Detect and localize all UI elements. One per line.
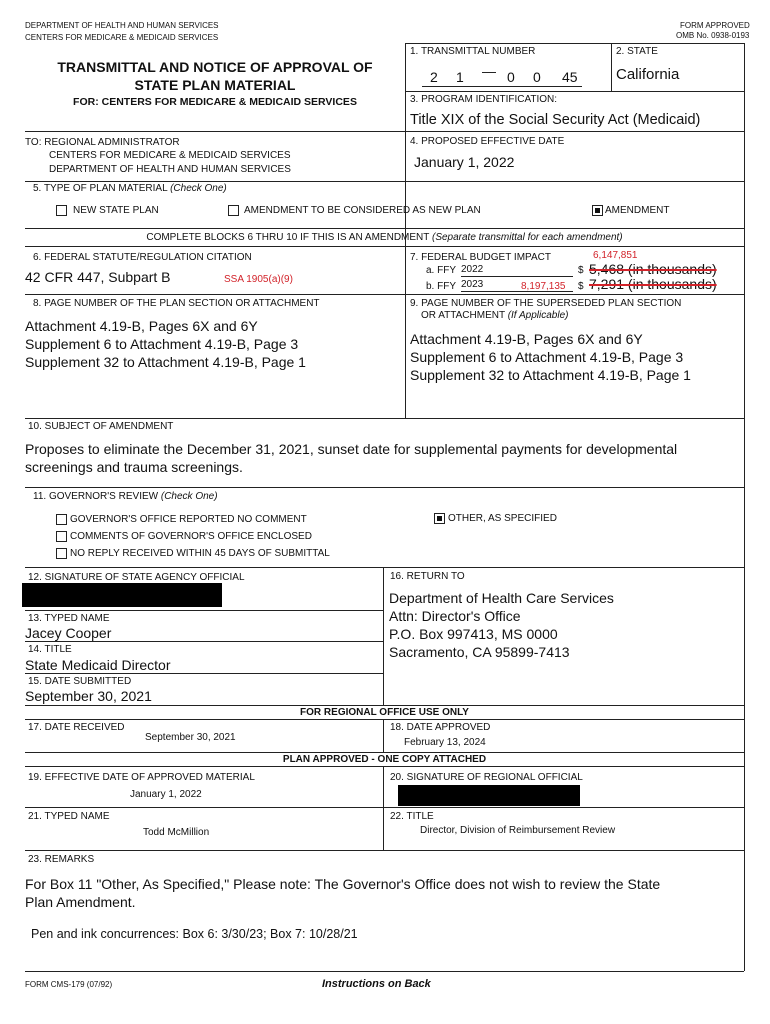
state-value: California (616, 66, 680, 83)
governor-no-reply-checkbox[interactable] (56, 548, 67, 559)
form-approved: FORM APPROVED (680, 21, 750, 30)
return-to-label: 16. RETURN TO (390, 571, 465, 582)
title-value: State Medicaid Director (25, 657, 171, 673)
federal-statute-value: 42 CFR 447, Subpart B (25, 269, 171, 285)
governor-no-comment-label: GOVERNOR'S OFFICE REPORTED NO COMMENT (70, 514, 307, 525)
ffy-a-dollar: $ (578, 265, 584, 276)
superseded-plan-label-2: OR ATTACHMENT (If Applicable) (421, 310, 569, 321)
return-to-line-2: Attn: Director's Office (389, 608, 521, 624)
regional-official-signature-label: 20. SIGNATURE OF REGIONAL OFFICIAL (390, 772, 583, 783)
federal-budget-impact-label: 7. FEDERAL BUDGET IMPACT (410, 252, 551, 263)
transmittal-number-label: 1. TRANSMITTAL NUMBER (410, 46, 536, 57)
governor-comments-enclosed-label: COMMENTS OF GOVERNOR'S OFFICE ENCLOSED (70, 531, 312, 542)
amendment-checkbox[interactable] (592, 205, 603, 216)
state-official-signature-label: 12. SIGNATURE OF STATE AGENCY OFFICIAL (28, 572, 245, 583)
transmittal-digit-2: 1 (456, 69, 464, 85)
typed-name-label: 13. TYPED NAME (28, 613, 110, 624)
governor-comments-enclosed-checkbox[interactable] (56, 531, 67, 542)
to-line-2: CENTERS FOR MEDICARE & MEDICAID SERVICES (49, 150, 291, 161)
ffy-a-year: 2022 (461, 264, 573, 277)
transmittal-digit-4: 0 (533, 69, 541, 85)
type-of-plan-material-label: 5. TYPE OF PLAN MATERIAL (Check One) (33, 183, 227, 194)
transmittal-digit-3: 0 (507, 69, 515, 85)
proposed-effective-date-label: 4. PROPOSED EFFECTIVE DATE (410, 136, 565, 147)
amendment-as-new-plan-label: AMENDMENT TO BE CONSIDERED AS NEW PLAN (244, 205, 481, 216)
instructions-on-back: Instructions on Back (322, 978, 431, 990)
amendment-label: AMENDMENT (605, 205, 670, 216)
ffy-a-new-amount: 6,147,851 (593, 250, 638, 261)
form-id: FORM CMS-179 (07/92) (25, 980, 113, 989)
regional-title-label: 22. TITLE (390, 811, 434, 822)
return-to-line-3: P.O. Box 997413, MS 0000 (389, 626, 558, 642)
ffy-b-dollar: $ (578, 281, 584, 292)
program-identification-value: Title XIX of the Social Security Act (Medicaid) (410, 112, 701, 128)
remarks-line-3: Pen and ink concurrences: Box 6: 3/30/23; Box 7: 10/28/21 (31, 927, 358, 941)
typed-name-value: Jacey Cooper (25, 625, 112, 641)
subject-of-amendment-label: 10. SUBJECT OF AMENDMENT (28, 421, 174, 432)
governors-review-label: 11. GOVERNOR'S REVIEW (Check One) (33, 491, 218, 502)
transmittal-dash: — (482, 63, 496, 79)
ffy-a-old-amount: 5,468 (in thousands) (589, 261, 717, 277)
superseded-plan-label: 9. PAGE NUMBER OF THE SUPERSEDED PLAN SECTION (410, 298, 682, 309)
department-line-1: DEPARTMENT OF HEALTH AND HUMAN SERVICES (25, 21, 219, 30)
department-line-2: CENTERS FOR MEDICARE & MEDICAID SERVICES (25, 33, 219, 42)
remarks-label: 23. REMARKS (28, 854, 95, 865)
subject-line-2: screenings and trauma screenings. (25, 459, 243, 475)
new-state-plan-checkbox[interactable] (56, 205, 67, 216)
remarks-line-2: Plan Amendment. (25, 894, 136, 910)
ffy-b-new-amount: 8,197,135 (521, 281, 566, 292)
date-approved-label: 18. DATE APPROVED (390, 722, 491, 733)
redacted-state-signature (22, 583, 222, 607)
subject-line-1: Proposes to eliminate the December 31, 2021, sunset date for supplemental payments for developmental (25, 441, 678, 457)
ffy-b-label: b. FFY (426, 281, 457, 292)
effective-date-approved-value: January 1, 2022 (130, 789, 202, 800)
governor-no-reply-label: NO REPLY RECEIVED WITHIN 45 DAYS OF SUBMITTAL (70, 548, 330, 559)
regional-title-value: Director, Division of Reimbursement Review (420, 825, 616, 836)
to-line-3: DEPARTMENT OF HEALTH AND HUMAN SERVICES (49, 164, 291, 175)
form-title-line-3: FOR: CENTERS FOR MEDICARE & MEDICAID SERVICES (73, 96, 357, 108)
plan-approved-heading: PLAN APPROVED - ONE COPY ATTACHED (282, 754, 487, 765)
governor-other-label: OTHER, AS SPECIFIED (448, 513, 557, 524)
federal-statute-added: SSA 1905(a)(9) (224, 274, 293, 285)
return-to-line-1: Department of Health Care Services (389, 590, 614, 606)
plan-section-page-line-3: Supplement 32 to Attachment 4.19-B, Page 1 (25, 354, 306, 370)
ffy-b-old-amount: 7,291 (in thousands) (589, 276, 717, 292)
superseded-plan-line-1: Attachment 4.19-B, Pages 6X and 6Y (410, 331, 643, 347)
regional-typed-name-label: 21. TYPED NAME (28, 811, 110, 822)
ffy-b-year: 2023 (461, 279, 573, 292)
ffy-a-label: a. FFY (426, 265, 457, 276)
new-state-plan-label: NEW STATE PLAN (73, 205, 159, 216)
to-line-1: TO: REGIONAL ADMINISTRATOR (25, 137, 180, 148)
plan-section-page-line-2: Supplement 6 to Attachment 4.19-B, Page 3 (25, 336, 299, 352)
superseded-plan-line-3: Supplement 32 to Attachment 4.19-B, Page 1 (410, 367, 691, 383)
form-title-line-2: STATE PLAN MATERIAL (134, 77, 296, 93)
return-to-line-4: Sacramento, CA 95899-7413 (389, 644, 570, 660)
state-label: 2. STATE (616, 46, 658, 57)
superseded-plan-line-2: Supplement 6 to Attachment 4.19-B, Page 3 (410, 349, 684, 365)
plan-section-page-label: 8. PAGE NUMBER OF THE PLAN SECTION OR ATTACHMENT (33, 298, 320, 309)
governor-other-checkbox[interactable] (434, 513, 445, 524)
federal-statute-label: 6. FEDERAL STATUTE/REGULATION CITATION (33, 252, 252, 263)
remarks-line-1: For Box 11 "Other, As Specified," Please note: The Governor's Office does not wish to review the State (25, 876, 661, 892)
plan-section-page-line-1: Attachment 4.19-B, Pages 6X and 6Y (25, 318, 258, 334)
form-title-line-1: TRANSMITTAL AND NOTICE OF APPROVAL OF (57, 59, 373, 75)
transmittal-digit-1: 2 (430, 69, 438, 85)
proposed-effective-date-value: January 1, 2022 (414, 154, 515, 170)
regional-typed-name-value: Todd McMillion (143, 827, 210, 838)
date-received-label: 17. DATE RECEIVED (28, 722, 125, 733)
regional-office-heading: FOR REGIONAL OFFICE USE ONLY (300, 707, 469, 718)
date-submitted-label: 15. DATE SUBMITTED (28, 676, 132, 687)
title-label: 14. TITLE (28, 644, 72, 655)
transmittal-digit-5: 45 (562, 69, 578, 85)
date-approved-value: February 13, 2024 (404, 737, 486, 748)
redacted-regional-signature (398, 785, 580, 806)
amendment-as-new-plan-checkbox[interactable] (228, 205, 239, 216)
governor-no-comment-checkbox[interactable] (56, 514, 67, 525)
date-received-value: September 30, 2021 (145, 732, 236, 743)
program-identification-label: 3. PROGRAM IDENTIFICATION: (410, 94, 558, 105)
date-submitted-value: September 30, 2021 (25, 688, 152, 704)
complete-blocks-note: COMPLETE BLOCKS 6 THRU 10 IF THIS IS AN AMENDMENT (Separate transmittal for each amendment) (146, 232, 623, 243)
omb-number: OMB No. 0938-0193 (676, 31, 750, 40)
effective-date-approved-label: 19. EFFECTIVE DATE OF APPROVED MATERIAL (28, 772, 255, 783)
